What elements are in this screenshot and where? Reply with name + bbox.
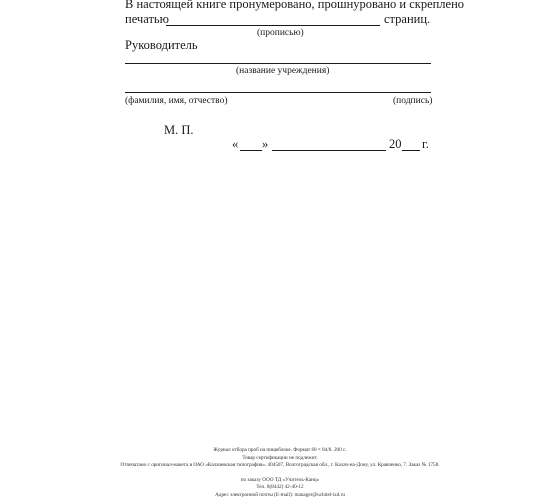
- imprint-line: Отпечатано с оригинал-макета в ОАО «Калачевская типография». 404507, Волгоградская обл., г. Калач-на-Дону, ул. Кравченко, 7. Заказ № 1758.: [120, 462, 440, 469]
- imprint-line: Журнал отбора проб на пищеблоке. Формат 60 × 84/8. 200 с.: [213, 447, 347, 453]
- year-prefix: 20: [389, 137, 402, 151]
- imprint-line: Тел. 8(8442) 42-40-12: [256, 484, 304, 491]
- imprint-line: Адрес электронной почты (E-mail): manager@uchitel-izd.ru: [215, 491, 345, 498]
- date-quote-close: »: [262, 137, 269, 151]
- pages-caption: (прописью): [257, 28, 304, 38]
- institution-line: [125, 63, 431, 64]
- year-line: [402, 150, 420, 151]
- certification-line-2-prefix: печатью: [125, 12, 169, 26]
- imprint-line: по заказу ООО ТД «Учитель-Канц»: [240, 476, 320, 483]
- signature-caption: (подпись): [393, 96, 433, 106]
- certification-line-2-suffix: страниц.: [384, 12, 431, 26]
- head-label: Руководитель: [125, 38, 198, 52]
- name-caption: (фамилия, имя, отчество): [125, 96, 228, 106]
- imprint-spacer: [0, 470, 560, 477]
- imprint-block: [0, 447, 560, 500]
- year-suffix: г.: [422, 137, 429, 151]
- seal-label: М. П.: [164, 123, 194, 137]
- imprint-line: Товар сертификации не подлежит.: [242, 454, 318, 461]
- institution-caption: (название учреждения): [236, 66, 330, 76]
- month-line: [272, 150, 386, 151]
- certification-line-1: В настоящей книге пронумеровано, прошнуровано и скреплено: [125, 0, 465, 11]
- name-signature-line: [125, 92, 431, 93]
- day-line: [240, 150, 262, 151]
- pages-count-line: [166, 25, 380, 26]
- date-quote-open: «: [232, 137, 239, 151]
